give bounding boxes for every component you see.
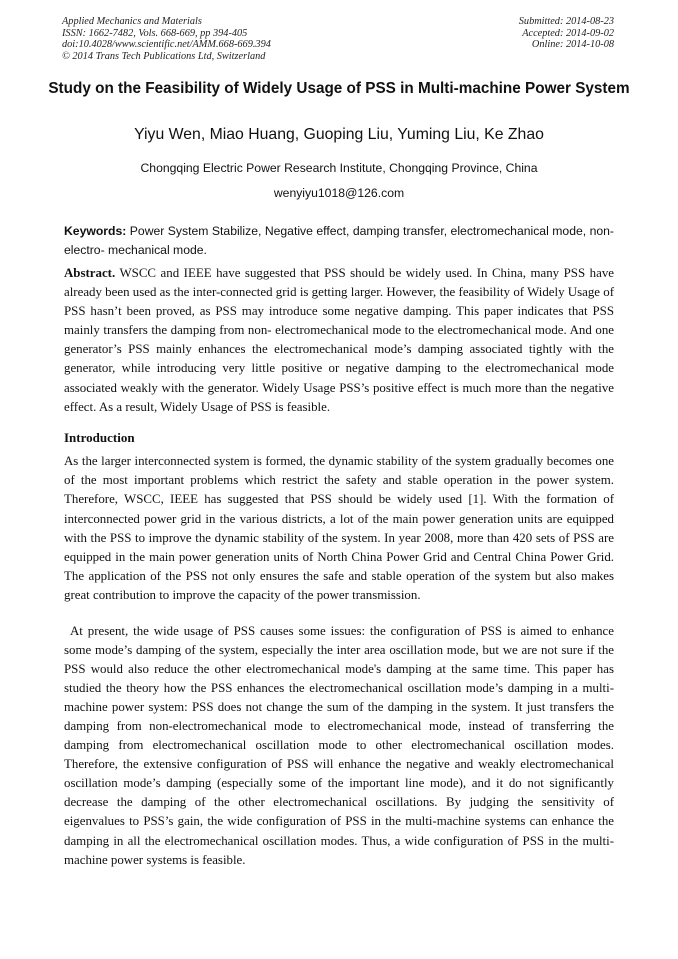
author-list: Yiyu Wen, Miao Huang, Guoping Liu, Yuming Liu, Ke Zhao [134, 126, 544, 143]
journal-doi: doi:10.4028/www.scientific.net/AMM.668-669.394 [62, 39, 271, 50]
introduction-paragraph: At present, the wide usage of PSS causes some issues: the configuration of PSS is aimed to enhance some mode’s damping of the system, especially the inter area oscillation mode, but we are not sure if the PSS would also reduce the other electromechanical mode's damping at the same time. This paper has studied the theory how the PSS enhances the electromechanical oscillation mode’s damping in a multi-machine power system: PSS does not change the sum of the damping in the system. It just transfers the damping from non-electromechanical mode to electromechanical mode, instead of transferring the damping from electromechanical oscillation mode to other electromechanical oscillation modes. Therefore, the extensive configuration of PSS will enhance the negative and weakly electromechanical oscillation mode’s damping (especially some of the important line mode), and it do not significantly decrease the damping of the other electromechanical oscillations. By judging the sensitivity of eigenvalues to PSS’s gain, the wide configuration of PSS in the multi-machine systems can enhance the damping in all the electromechanical oscillation modes. Thus, a wide configuration of PSS in the multi-machine power systems is feasible. [64, 624, 614, 867]
accepted-date: Accepted: 2014-09-02 [522, 27, 614, 39]
abstract-text: WSCC and IEEE have suggested that PSS should be widely used. In China, many PSS have already been used as the inter-connected grid is getting larger. However, the feasibility of Widely Usage of PSS hasn’t been proved, as PSS may introduce some negative damping. This paper indicates that PSS mainly transfers the damping from non- electromechanical mode to the electromechanical mode. And one generator’s PSS mainly enhances the electromechanical mode’s damping associated tightly with the generator, while introducing very little positive or negative damping to the electromechanical mode associated weakly with the generator. Widely Usage PSS’s positive effect is much more than the negative effect. As a result, Widely Usage of PSS is feasible. [64, 266, 614, 414]
publication-dates [519, 16, 614, 51]
submitted-date: Submitted: 2014-08-23 [518, 16, 614, 27]
journal-info [62, 16, 271, 62]
journal-issn: ISSN: 1662-7482, Vols. 668-669, pp 394-405 [62, 27, 248, 39]
paper-title: Study on the Feasibility of Widely Usage of PSS in Multi-machine Power System [48, 80, 630, 97]
abstract-label: Abstract. [64, 266, 116, 280]
keywords [64, 222, 614, 260]
section-heading-introduction: Introduction [64, 430, 135, 445]
online-date: Online: 2014-10-08 [531, 39, 614, 50]
journal-copyright: © 2014 Trans Tech Publications Ltd, Switzerland [62, 50, 266, 62]
introduction-paragraph: As the larger interconnected system is formed, the dynamic stability of the system gradually becomes one of the most important problems which restrict the safety and stable operation in the power system. Therefore, WSCC, IEEE has suggested that PSS should be widely used [1]. With the formation of interconnected power grid in the various districts, a lot of the main power generation units are equipped with the PSS to improve the dynamic stability of the system. In year 2008, more than 420 sets of PSS are equipped in the main power generation units of North China Power Grid and Central China Power Grid. The application of the PSS not only ensures the safe and stable operation of the system but also makes great contribution to improve the capacity of the power transmission. [64, 454, 614, 603]
abstract [64, 264, 614, 417]
keywords-text: Power System Stabilize, Negative effect, damping transfer, electromechanical mode, non-electro- mechanical mode. [64, 224, 614, 257]
journal-name: Applied Mechanics and Materials [62, 16, 202, 27]
contact-email: wenyiyu1018@126.com [273, 186, 405, 200]
affiliation: Chongqing Electric Power Research Institute, Chongqing Province, China [140, 161, 538, 175]
keywords-label: Keywords: [64, 224, 127, 238]
